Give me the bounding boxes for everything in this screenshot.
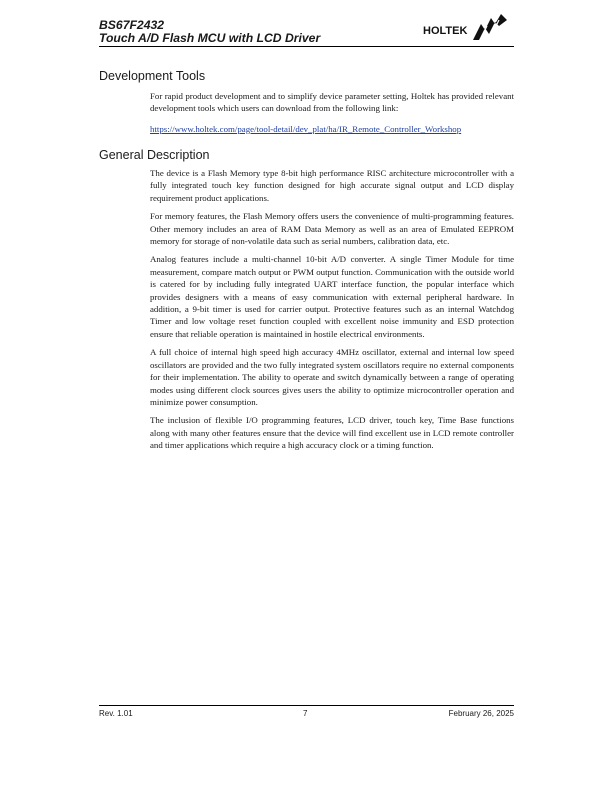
- general-paragraph: A full choice of internal high speed high accuracy 4MHz oscillator, external and internal low speed oscillators are provided and the two fully integrated system oscillators require no external components for their implementation. The ability to operate and switch dynamically between a range of operating modes using different clock sources gives users the ability to optimize microcontroller operation and minimize power consumption.: [150, 347, 514, 407]
- dev-tools-body: [150, 90, 514, 137]
- dev-tools-paragraph: For rapid product development and to simplify device parameter setting, Holtek has provided relevant development tools which users can download from the following link:: [150, 91, 514, 114]
- general-description-title: General Description: [99, 148, 210, 162]
- dev-tools-title: Development Tools: [99, 69, 206, 83]
- page-header: [99, 19, 514, 45]
- footer-rule: [99, 705, 514, 706]
- holtek-logo: [421, 12, 515, 42]
- general-description-body: [150, 167, 514, 458]
- footer-date: February 26, 2025: [448, 709, 514, 718]
- general-paragraph: Analog features include a multi-channel 10-bit A/D converter. A single Timer Module for time measurement, compare match output or PWM output function. Communication with the outside world is catered for by including fully integrated UART interface function, the popular interface which provides designers with a means of easy communication with external peripheral hardware. In addition, a 9-bit timer is used for carrier output. Protective features such as an internal Watchdog Timer and low voltage reset function coupled with excellent noise immunity and ESD protection ensure that reliable operation is maintained in hostile electrical environments.: [150, 254, 514, 339]
- footer-revision: Rev. 1.01: [99, 709, 133, 718]
- general-paragraph: For memory features, the Flash Memory offers users the convenience of multi-programming features. Other memory includes an area of RAM Data Memory as well as an area of Emulated EEPROM memory for storage of non-volatile data such as serial numbers, calibration data, etc.: [150, 211, 514, 247]
- logo-text: HOLTEK: [423, 25, 468, 37]
- doc-id: BS67F2432: [99, 18, 165, 32]
- general-paragraph: The inclusion of flexible I/O programming features, LCD driver, touch key, Time Base functions along with many other features ensure that the device will find excellent use in LCD remote controller and timer applications which require a high accuracy clock or a timing function.: [150, 415, 514, 451]
- doc-subtitle: Touch A/D Flash MCU with LCD Driver: [99, 31, 321, 45]
- general-paragraph: The device is a Flash Memory type 8-bit high performance RISC architecture microcontroller with a fully integrated touch key function designed for high accurate signal output and LCD display requirement product applications.: [150, 168, 514, 203]
- header-rule: [99, 46, 514, 47]
- dev-tools-link[interactable]: https://www.holtek.com/page/tool-detail/dev_plat/ha/IR_Remote_Controller_Workshop: [150, 123, 462, 134]
- footer-page-number: 7: [303, 709, 308, 718]
